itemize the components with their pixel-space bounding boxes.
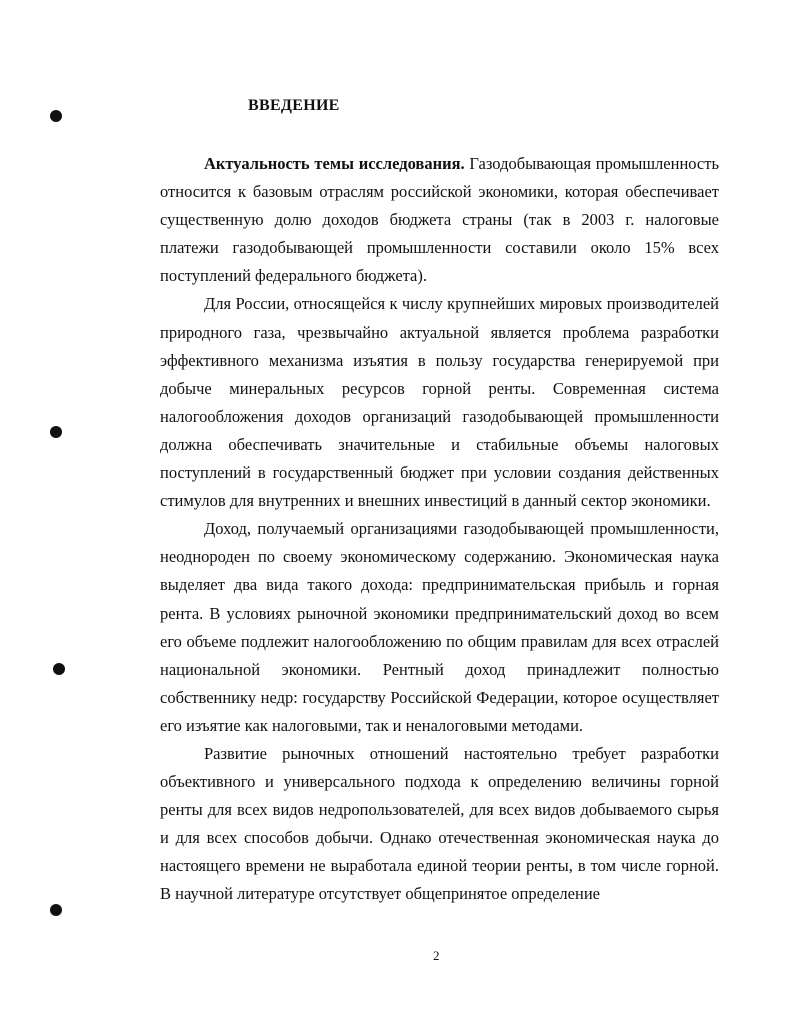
page-number: 2	[433, 948, 440, 963]
punch-hole-mark	[53, 663, 65, 675]
paragraph: Доход, получаемый организациями газодобывающей промышленности, неоднороден по своему экономическому содержанию. Экономическая наука выделяет два вида такого дохода: предпринимательская прибыль и горная рента. В условиях рыночной экономики предпринимательский доход во всем его объеме подлежит налогообложению по общим правилам для всех отраслей национальной экономики. Рентный доход принадлежит полностью собственнику недр: государству Российской Федерации, которое осуществляет его изъятие как налоговыми, так и неналоговыми методами.	[160, 519, 719, 735]
paragraph	[160, 150, 719, 290]
body-text	[160, 150, 719, 909]
punch-hole-mark	[50, 904, 62, 916]
punch-hole-mark	[50, 426, 62, 438]
paragraph: Для России, относящейся к числу крупнейших мировых производителей природного газа, чрезвычайно актуальной является проблема разработки эффективного механизма изъятия в пользу государства генерируемой при добыче минеральных ресурсов горной ренты. Современная система налогообложения доходов организаций газодобывающей промышленности должна обеспечивать значительные и стабильные объемы налоговых поступлений в государственный бюджет при условии создания действенных стимулов для внутренних и внешних инвестиций в данный сектор экономики.	[160, 294, 719, 511]
section-heading: ВВЕДЕНИЕ	[248, 97, 340, 114]
punch-hole-mark	[50, 110, 62, 122]
paragraph: Развитие рыночных отношений настоятельно требует разработки объективного и универсального подхода к определению величины горной ренты для всех видов недропользователей, для всех видов добываемого сырья и для всех способов добычи. Однако отечественная экономическая наука до настоящего времени не выработала единой теории ренты, в том числе горной. В научной литературе отсутствует общепринятое определение	[160, 743, 719, 904]
paragraph-lead: Актуальность темы исследования.	[204, 154, 465, 173]
paragraph-text: Газодобывающая промышленность относится к базовым отраслям российской экономики, которая обеспечивает существенную долю доходов бюджета страны (так в 2003 г. налоговые платежи газодобывающей промышленности составили около 15% всех поступлений федерального бюджета).	[160, 154, 719, 286]
